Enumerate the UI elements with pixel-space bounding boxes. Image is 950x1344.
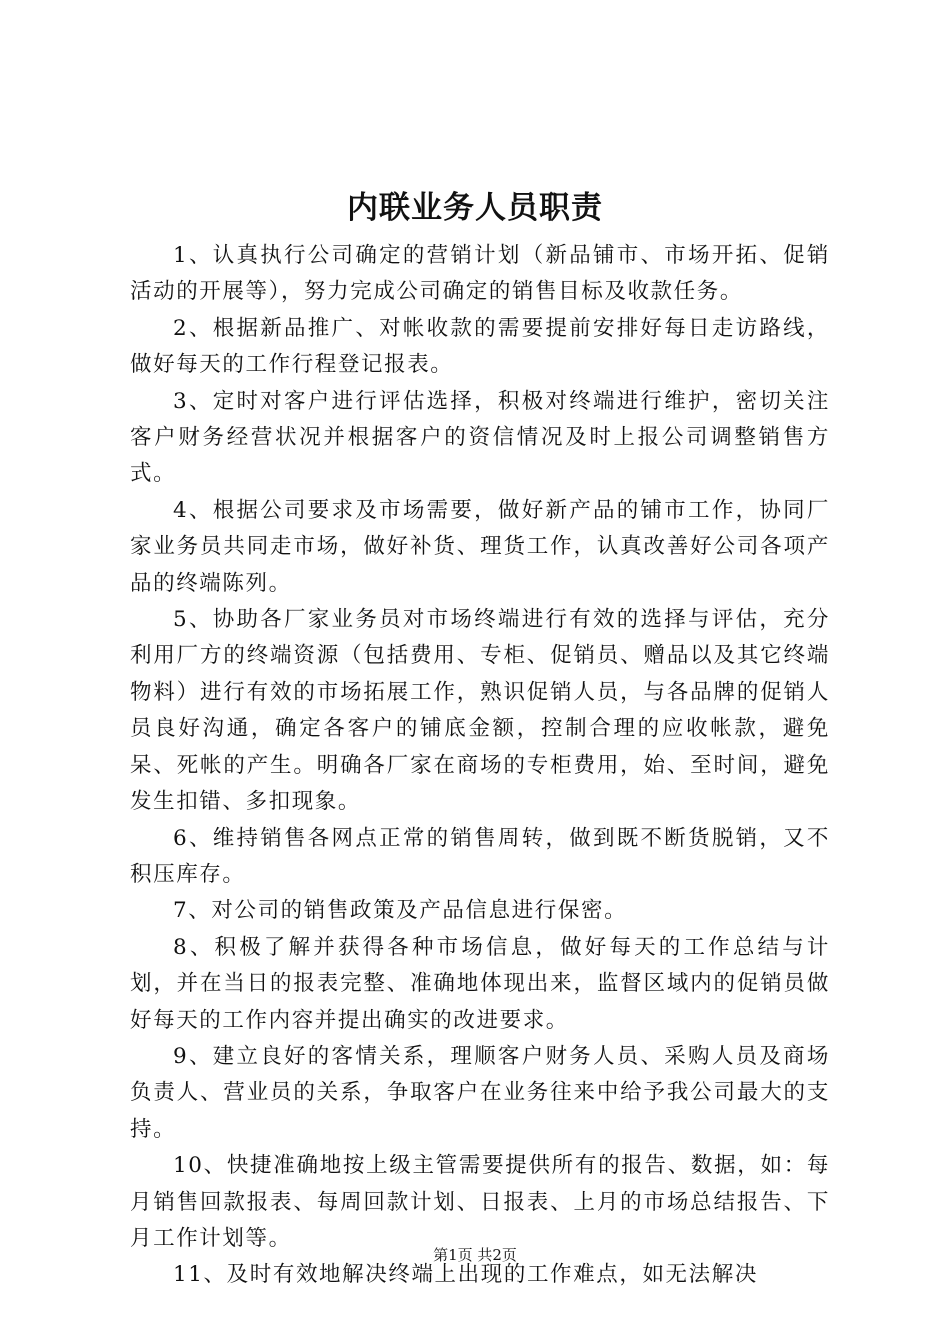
paragraph-2: 2、根据新品推广、对帐收款的需要提前安排好每日走访路线，做好每天的工作行程登记报表。 [130, 315, 830, 378]
paragraph-10: 10、快捷准确地按上级主管需要提供所有的报告、数据，如：每月销售回款报表、每周回款计划、日报表、上月的市场总结报告、下月工作计划等。 [130, 1153, 830, 1251]
paragraph-6: 6、维持销售各网点正常的销售周转，做到既不断货脱销，又不积压库存。 [130, 825, 830, 887]
document-body [130, 238, 830, 1294]
paragraph-5: 5、协助各厂家业务员对市场终端进行有效的选择与评估，充分利用厂方的终端资源（包括费用、专柜、促销员、赠品以及其它终端物料）进行有效的市场拓展工作，熟识促销人员，与各品牌的促销人员良好沟通，确定各客户的铺底金额，控制合理的应收帐款，避免呆、死帐的产生。明确各厂家在商场的专柜费用，始、至时间，避免发生扣错、多扣现象。 [130, 607, 830, 815]
paragraph-7: 7、对公司的销售政策及产品信息进行保密。 [173, 898, 628, 924]
paragraph-3: 3、定时对客户进行评估选择，积极对终端进行维护，密切关注客户财务经营状况并根据客户的资信情况及时上报公司调整销售方式。 [130, 388, 830, 487]
paragraph-1: 1、认真执行公司确定的营销计划（新品铺市、市场开拓、促销活动的开展等），努力完成公司确定的销售目标及收款任务。 [130, 243, 830, 305]
paragraph-8: 8、积极了解并获得各种市场信息，做好每天的工作总结与计划，并在当日的报表完整、准确地体现出来，监督区域内的促销员做好每天的工作内容并提出确实的改进要求。 [130, 934, 830, 1033]
page-number-footer: 第1页 共2页 [433, 1246, 517, 1264]
paragraph-4: 4、根据公司要求及市场需要，做好新产品的铺市工作，协同厂家业务员共同走市场，做好补货、理货工作，认真改善好公司各项产品的终端陈列。 [130, 497, 830, 596]
paragraph-9: 9、建立良好的客情关系，理顺客户财务人员、采购人员及商场负责人、营业员的关系，争取客户在业务往来中给予我公司最大的支持。 [130, 1043, 830, 1142]
document-title: 内联业务人员职责 [347, 190, 603, 226]
paragraph-11: 11、及时有效地解决终端上出现的工作难点，如无法解决 [173, 1262, 758, 1288]
